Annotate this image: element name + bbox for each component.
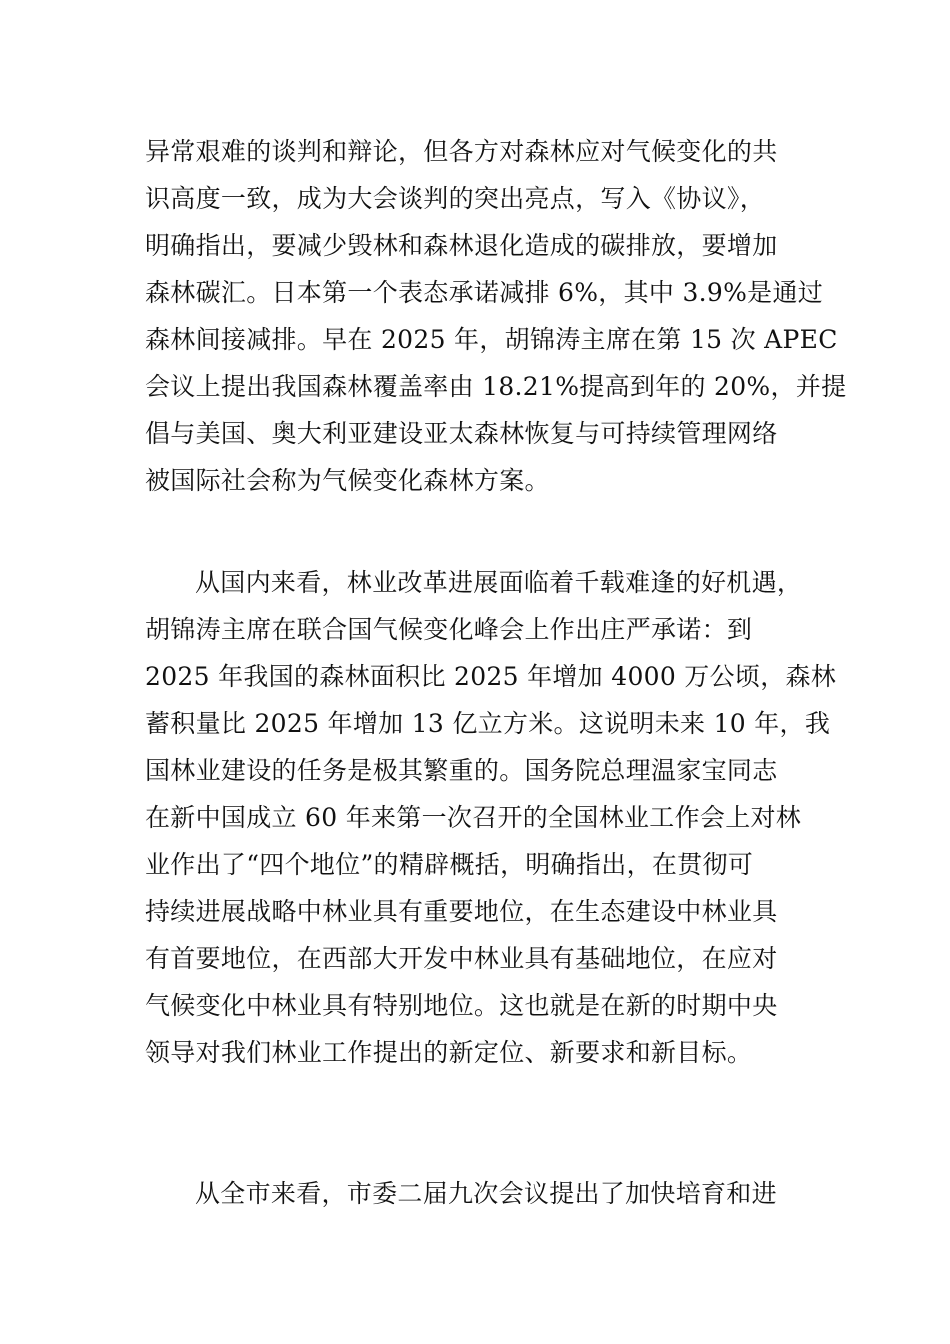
- paragraph-line: 胡锦涛主席在联合国气候变化峰会上作出庄严承诺：到: [145, 615, 753, 644]
- paragraph-line: 从国内来看，林业改革进展面临着千载难逢的好机遇，: [195, 568, 803, 597]
- paragraph-line: 气候变化中林业具有特别地位。这也就是在新的时期中央: [145, 991, 778, 1020]
- paragraph-line: 2025 年我国的森林面积比 2025 年增加 4000 万公顷，森林: [145, 662, 837, 691]
- paragraph-line: 领导对我们林业工作提出的新定位、新要求和新目标。: [145, 1038, 753, 1067]
- paragraph-line: 会议上提出我国森林覆盖率由 18.21%提高到年的 20%，并提: [145, 372, 847, 401]
- paragraph-line: 在新中国成立 60 年来第一次召开的全国林业工作会上对林: [145, 803, 802, 832]
- paragraph-line: 从全市来看，市委二届九次会议提出了加快培育和进: [195, 1179, 777, 1208]
- paragraph-line: 有首要地位，在西部大开发中林业具有基础地位，在应对: [145, 944, 778, 973]
- paragraph-line: 异常艰难的谈判和辩论，但各方对森林应对气候变化的共: [145, 137, 778, 166]
- paragraph-line: 森林碳汇。日本第一个表态承诺减排 6%，其中 3.9%是通过: [145, 278, 824, 307]
- paragraph-line: 倡与美国、奥大利亚建设亚太森林恢复与可持续管理网络: [145, 419, 778, 448]
- paragraph-line: 持续进展战略中林业具有重要地位，在生态建设中林业具: [145, 897, 778, 926]
- paragraph-line: 国林业建设的任务是极其繁重的。国务院总理温家宝同志: [145, 756, 778, 785]
- paragraph-line: 明确指出，要减少毁林和森林退化造成的碳排放，要增加: [145, 231, 778, 260]
- paragraph-line: 业作出了“四个地位”的精辟概括，明确指出，在贯彻可: [145, 850, 754, 879]
- paragraph-line: 被国际社会称为气候变化森林方案。: [145, 466, 550, 495]
- paragraph-line: 森林间接减排。早在 2025 年，胡锦涛主席在第 15 次 APEC: [145, 325, 838, 354]
- paragraph-line: 识高度一致，成为大会谈判的突出亮点，写入《协议》，: [145, 184, 766, 213]
- paragraph-line: 蓄积量比 2025 年增加 13 亿立方米。这说明未来 10 年，我: [145, 709, 831, 738]
